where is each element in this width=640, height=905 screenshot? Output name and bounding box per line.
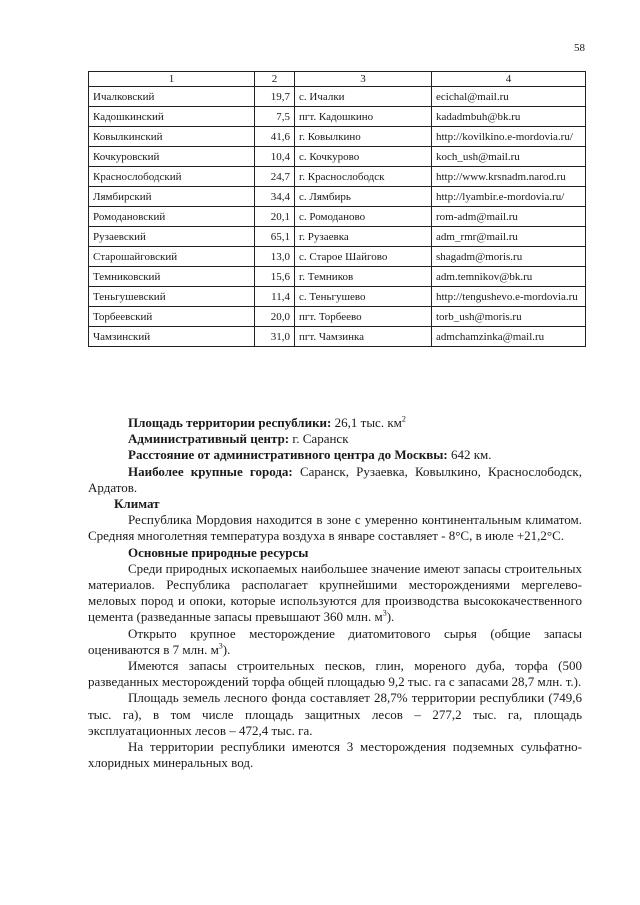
district-name: Лямбирский [89, 187, 255, 207]
distance-line [88, 447, 582, 463]
table-row [89, 267, 586, 287]
header-col-3: 3 [295, 72, 432, 87]
district-name: Ковылкинский [89, 127, 255, 147]
district-area: 20,0 [255, 307, 295, 327]
page-number: 58 [574, 42, 585, 54]
cities-value: Саранск, Рузаевка, Ковылкино, Краснослободск, Ардатов. [88, 463, 582, 495]
district-contact: http://tengushevo.e-mordovia.ru [432, 287, 586, 307]
district-area: 15,6 [255, 267, 295, 287]
district-area: 19,7 [255, 87, 295, 107]
area-value: 26,1 тыс. км [334, 415, 402, 430]
district-name: Теньгушевский [89, 287, 255, 307]
district-name: Рузаевский [89, 227, 255, 247]
header-col-1: 1 [89, 72, 255, 87]
district-center: с. Теньгушево [295, 287, 432, 307]
district-name: Чамзинский [89, 327, 255, 347]
center-label: Административный центр: [128, 431, 290, 447]
table-row [89, 167, 586, 187]
district-area: 10,4 [255, 147, 295, 167]
climate-heading: Климат [114, 496, 160, 512]
district-area: 20,1 [255, 207, 295, 227]
district-area: 31,0 [255, 327, 295, 347]
district-name: Ромодановский [89, 207, 255, 227]
district-contact: adm.temnikov@bk.ru [432, 267, 586, 287]
district-name: Темниковский [89, 267, 255, 287]
area-line [88, 415, 582, 431]
district-center: с. Ромоданово [295, 207, 432, 227]
center-value: г. Саранск [292, 431, 349, 447]
district-center: с. Лямбирь [295, 187, 432, 207]
area-label: Площадь территории республики: [128, 415, 332, 430]
table-row [89, 147, 586, 167]
district-contact: adm_rmr@mail.ru [432, 227, 586, 247]
district-area: 65,1 [255, 227, 295, 247]
resources-paragraph-3: Имеются запасы строительных песков, глин, мореного дуба, торфа (500 разведанных месторождений торфа общей площадью 9,2 тыс. га с запасами 28,7 млн. т.). [88, 658, 582, 690]
facts-block [88, 415, 582, 771]
district-area: 24,7 [255, 167, 295, 187]
table-row [89, 127, 586, 147]
district-contact: kadadmbuh@bk.ru [432, 107, 586, 127]
district-area: 7,5 [255, 107, 295, 127]
table-row [89, 207, 586, 227]
district-name: Ичалковский [89, 87, 255, 107]
district-center: г. Краснослободск [295, 167, 432, 187]
distance-label: Расстояние от административного центра до Москвы: [128, 447, 448, 463]
district-contact: torb_ush@moris.ru [432, 307, 586, 327]
table-row [89, 187, 586, 207]
table-row [89, 87, 586, 107]
district-contact: rom-adm@mail.ru [432, 207, 586, 227]
table-row [89, 287, 586, 307]
districts-table [88, 71, 586, 347]
district-center: пгт. Торбеево [295, 307, 432, 327]
district-center: пгт. Чамзинка [295, 327, 432, 347]
distance-value: 642 км. [450, 447, 492, 463]
table-row [89, 307, 586, 327]
district-contact: http://www.krsnadm.narod.ru [432, 167, 586, 187]
table-row [89, 107, 586, 127]
cities-line [88, 464, 582, 496]
district-contact: http://kovilkino.e-mordovia.ru/ [432, 127, 586, 147]
district-contact: ecichal@mail.ru [432, 87, 586, 107]
climate-text: Республика Мордовия находится в зоне с умеренно континентальным климатом. Средняя многолетняя температура воздуха в январе составляет - 8°С, в июле +21,2°С. [88, 512, 582, 544]
resources-paragraph-5: На территории республики имеются 3 месторождения подземных сульфатно-хлоридных минеральных вод. [88, 739, 582, 771]
district-area: 41,6 [255, 127, 295, 147]
resources-paragraph-2: Открыто крупное месторождение диатомитового сырья (общие запасы оцениваются в 7 млн. $м^3$). [88, 625, 582, 657]
district-name: Кадошкинский [89, 107, 255, 127]
district-contact: shagadm@moris.ru [432, 247, 586, 267]
district-name: Торбеевский [89, 307, 255, 327]
district-center: г. Темников [295, 267, 432, 287]
district-contact: admchamzinka@mail.ru [432, 327, 586, 347]
area-unit-sup: 2 [401, 414, 406, 424]
table-header-row [89, 72, 586, 87]
district-contact: http://lyambir.e-mordovia.ru/ [432, 187, 586, 207]
district-name: Кочкуровский [89, 147, 255, 167]
resources-paragraph-1: Среди природных ископаемых наибольшее значение имеют запасы строительных материалов. Республика располагает крупнейшими месторождениями мергелево-меловых пород и опоки, которые используются для производства высококачественного цемента (разведанные запасы превышают 360 млн. $м^3$). [88, 560, 582, 625]
table-row [89, 227, 586, 247]
resources-paragraph-4: Площадь земель лесного фонда составляет 28,7% территории республики (749,6 тыс. га), в том числе площадь защитных лесов – 277,2 тыс. га, площадь эксплуатационных лесов – 472,4 тыс. га. [88, 690, 582, 738]
district-center: пгт. Кадошкино [295, 107, 432, 127]
header-col-4: 4 [432, 72, 586, 87]
district-center: с. Кочкурово [295, 147, 432, 167]
district-contact: koch_ush@mail.ru [432, 147, 586, 167]
resources-heading: Основные природные ресурсы [128, 544, 309, 560]
table-body [89, 87, 586, 347]
cities-label: Наиболее крупные города: [128, 463, 293, 479]
district-area: 34,4 [255, 187, 295, 207]
center-line [88, 431, 582, 447]
district-area: 11,4 [255, 287, 295, 307]
district-name: Старошайговский [89, 247, 255, 267]
district-center: с. Старое Шайгово [295, 247, 432, 267]
table-row [89, 327, 586, 347]
district-center: г. Рузаевка [295, 227, 432, 247]
table-row [89, 247, 586, 267]
district-area: 13,0 [255, 247, 295, 267]
header-col-2: 2 [255, 72, 295, 87]
district-center: г. Ковылкино [295, 127, 432, 147]
district-name: Краснослободский [89, 167, 255, 187]
district-center: с. Ичалки [295, 87, 432, 107]
